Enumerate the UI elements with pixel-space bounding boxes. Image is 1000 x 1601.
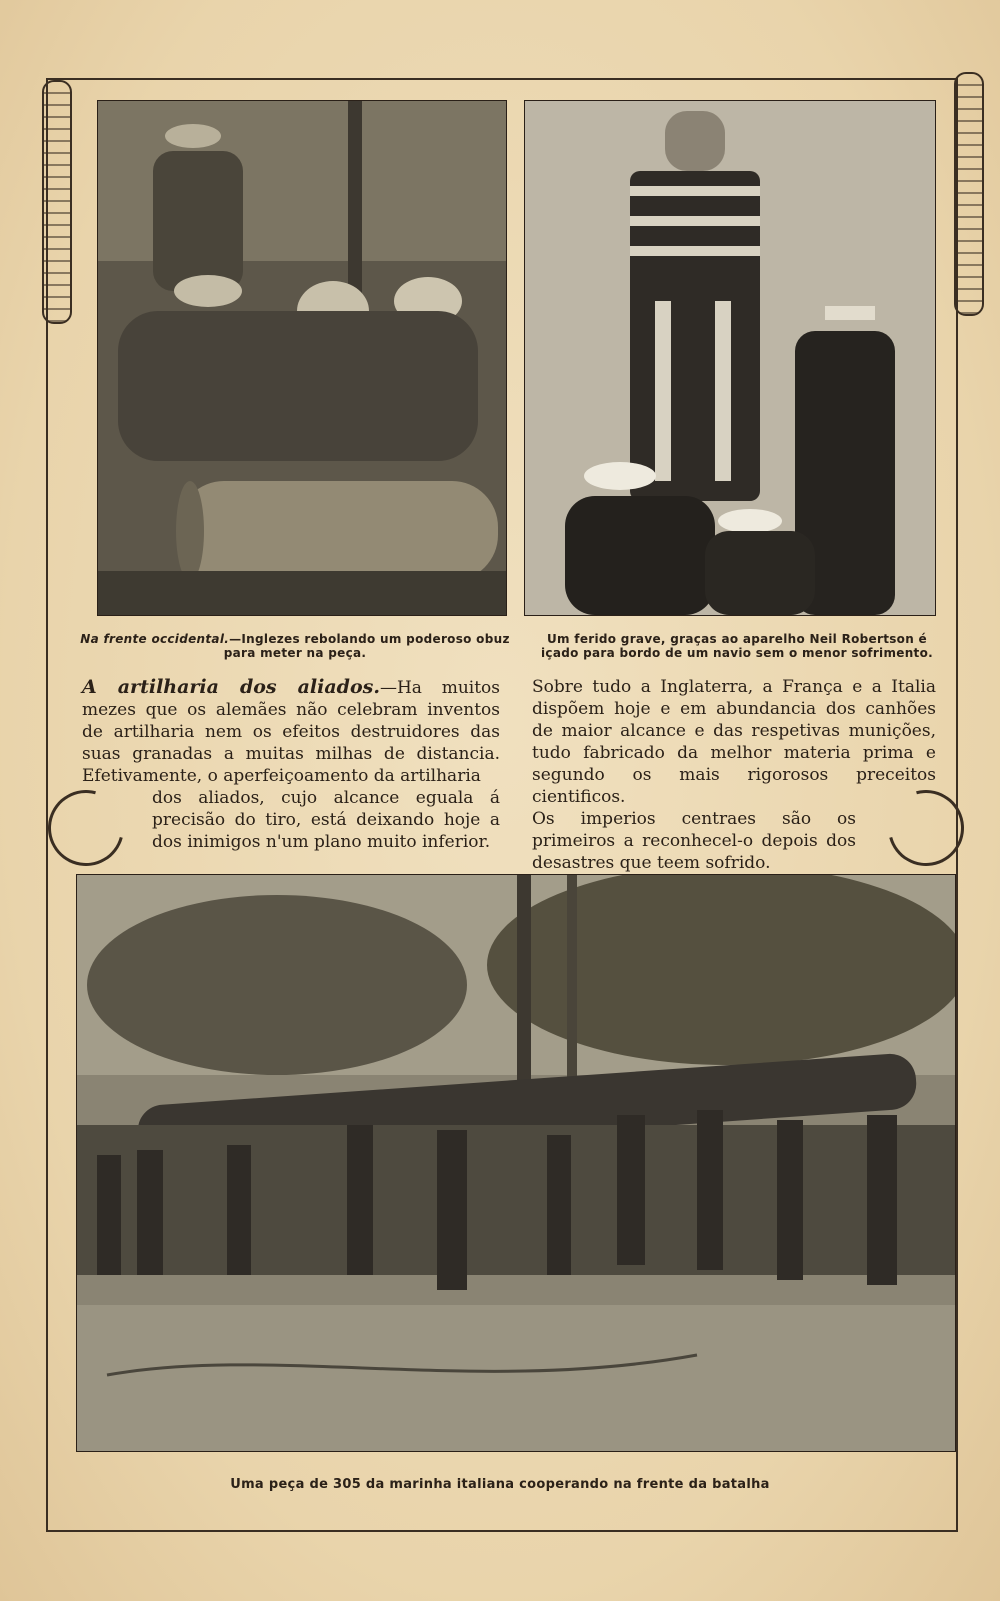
- caption-text: Um ferido grave, graças ao aparelho Neil Robertson é içado para bordo de um navio sem o menor sofrimento.: [541, 632, 933, 660]
- top-left-ornament: [42, 80, 72, 324]
- top-right-ornament: [954, 72, 984, 316]
- caption-wounded-photo: [526, 632, 948, 660]
- photo-soldiers-rolling-shell: [97, 100, 507, 616]
- caption-text: Uma peça de 305 da marinha italiana cooperando na frente da batalha: [230, 1477, 770, 1492]
- caption-naval-gun: [150, 1478, 850, 1492]
- caption-text: —Inglezes rebolando um poderoso obuz para meter na peça.: [223, 632, 510, 660]
- article-right-narrow: Os imperios centraes são os primeiros a reconhecel-o depois dos desastres que teem sofrido.: [532, 809, 856, 873]
- article-heading: A artilharia dos aliados.: [82, 676, 380, 698]
- article-left-column: [82, 676, 500, 853]
- article-right-column: [532, 676, 936, 874]
- photo-wounded-man-hoisted: [524, 100, 936, 616]
- photo-naval-gun: [76, 874, 956, 1452]
- article-right-body: Sobre tudo a Inglaterra, a França e a Italia dispõem hoje e em abundancia dos canhões de maior alcance e das respetivas munições, tudo fabricado da melhor materia prima e segundo os mais rigorosos preceitos cientificos.: [532, 677, 936, 807]
- caption-shell-photo: [80, 632, 510, 660]
- article-left-indented: dos aliados, cujo alcance eguala á precisão do tiro, está deixando hoje a dos inimigos n'um plano muito inferior.: [152, 788, 500, 852]
- article-left-body: —Ha muitos mezes que os alemães não celebram inventos de artilharia nem os efeitos destruidores das suas granadas a muitas milhas de distancia. Efetivamente, o aperfeiçoamento da artilharia: [82, 678, 500, 786]
- caption-lead: Na frente occidental.: [80, 632, 230, 646]
